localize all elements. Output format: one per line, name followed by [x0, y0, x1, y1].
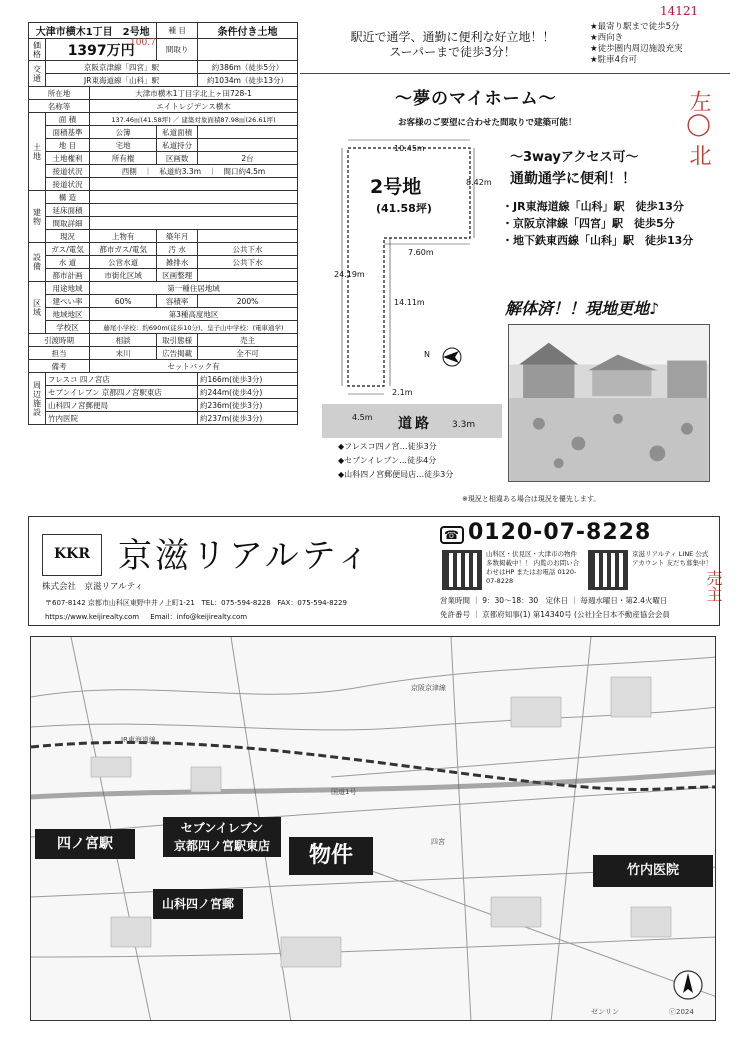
lot-name: 2号地 [370, 176, 422, 198]
type-value: 条件付き土地 [198, 23, 298, 39]
divider [300, 73, 730, 74]
name-value: エイトレジデンス横木 [90, 100, 298, 113]
layout-label: 間取り [157, 39, 198, 61]
dim-bottom: 4.5m [352, 413, 373, 422]
traffic-1a: 京阪京津線「四宮」駅 [46, 61, 198, 74]
equipment-category: 設備 [29, 243, 46, 282]
access-callout: ～3wayアクセス可～ 通勤通学に便利！！ [510, 150, 639, 187]
map-label-property: 物件 [289, 837, 373, 875]
dim-top: 10.45m [394, 144, 425, 153]
website-qr-text: 山科区・伏見区・大津市の物件多数掲載中！！ 内覧のお問い合わせはHP またはお電話 0120-07-8228 [486, 550, 580, 585]
handwritten-note-1: 100.7 [130, 38, 156, 48]
phone-number[interactable]: ☎ 0120-07-8228 [440, 520, 651, 545]
handwritten-note-2: 左◯ 北 [686, 90, 711, 166]
company-logo: KKR [42, 534, 102, 576]
school-value: 藤尾小学校：約690m(徒歩10分)、皇子山中学校：(電車通学) [90, 321, 298, 334]
convenience-list: ◆フレスコ四ノ宮…徒歩3分 ◆セブンイレブン…徒歩4分 ◆山科四ノ宮郵便局店…徒歩3分 [338, 442, 454, 479]
address-value: 大津市横木1丁目字北上ヶ田728-1 [90, 87, 298, 100]
address-label: 所在地 [29, 87, 90, 100]
freedial-icon: ☎ [440, 526, 464, 544]
site-photo [508, 324, 710, 482]
map-label-clinic: 竹内医院 [593, 855, 713, 887]
traffic-2a: JR東海道線「山科」駅 [46, 74, 198, 87]
type-label: 種 目 [157, 23, 198, 39]
request-text: お客様のご要望に合わせた間取りで建築可能！ [398, 118, 577, 128]
company-contact: 〒607-8142 京都市山科区東野中井ノ上町1-21 TEL：075-594-8228 FAX：075-594-8229 https://www.keijirealty.com Email：info@keijirealty.com [45, 599, 347, 621]
map-label-station: 四ノ宮駅 [35, 829, 135, 859]
lot-area: (41.58坪) [376, 202, 432, 215]
traffic-1b: 約386m（徒歩5分） [198, 61, 298, 74]
company-brand: 京滋リアルティ [118, 536, 373, 576]
property-spec-table: 大津市横木1丁目 2号地 種 目 条件付き土地 価格 1397万円 間取り 交通 京阪京津線「四宮」駅 約386m（徒歩5分） JR東海道線「山科」駅 約1034m（徒歩13分） 所在地 大津市横木1丁目字北上ヶ田728-1 名称等 エイトレジデンス横木 土地 面 積 137.46㎡(41.58坪) ／ 建築対象面積87.98㎡(26.61坪) 面積基準 公簿 私道面積 地 目 宅地 私道持分 土地権利 所有権 区画数 2台 接道状況 西側 ｜ 私道約3.3m ｜ 間口約4.5m 接道状況 建物 構 造 延床面積 間取詳細 現況 上物有 築年月 設備 ガス/電気 都市ガス/電気 汚 水 公共下水 水 道 公営水道 雑排水 公共下水 都市計画 市街化区域 区画整理 区域 用途地域 第一種住居地域 建ぺい率 60% 容積率 200% 地域地区 第3種高度地区 学校区 藤尾小学校：約690m(徒歩10分)、皇子山中学校：(電車通学) 引渡時期 相談 取引態様 売主 担当 末川 広告掲載 全不可 備考 セットバック有 周辺施設 フレスコ 四ノ宮店 約166m(徒歩3分) セブンイレブン 京都四ノ宮駅東店 約244m(徒歩4分) 山科四ノ宮郵便局 約236m(徒歩3分) 竹内医院 約237m(徒歩3分) [28, 22, 298, 425]
dim-step: 7.60m [408, 248, 434, 257]
traffic-label: 交通 [29, 61, 46, 87]
handwritten-note-4: 14121 [660, 4, 699, 18]
price-value: 1397万円 [46, 39, 157, 61]
zone-category: 区域 [29, 282, 46, 334]
road-width: 3.3m [452, 420, 476, 430]
dim-inner: 14.11m [394, 298, 425, 307]
dim-small: 2.1m [392, 388, 413, 397]
feature-list: ★最寄り駅まで徒歩5分 ★西向き ★徒歩圏内周辺施設充実 ★駐車4台可 [590, 22, 683, 65]
company-email[interactable]: Email：info@keijirealty.com [150, 613, 248, 621]
footnote: ※現況と相違ある場合は現況を優先します。 [462, 495, 601, 503]
price-label: 価格 [29, 39, 46, 61]
company-legal-name: 株式会社 京滋リアルティ [42, 582, 143, 592]
traffic-2b: 約1034m（徒歩13分） [198, 74, 298, 87]
access-value: 西側 ｜ 私道約3.3m ｜ 間口約4.5m [90, 165, 298, 178]
dream-heading: ～夢のマイホーム～ [395, 89, 557, 109]
name-label: 名称等 [29, 100, 90, 113]
map-label-seven-eleven: セブンイレブン 京都四ノ宮駅東店 [163, 817, 281, 857]
website-qr-code[interactable] [442, 550, 482, 590]
building-category: 建物 [29, 191, 46, 243]
station-list: ・JR東海道線「山科」駅 徒歩13分 ・京阪京津線「四宮」駅 徒歩5分 ・地下鉄東西線「山科」駅 徒歩13分 [502, 200, 694, 247]
location-title: 大津市横木1丁目 2号地 [29, 23, 157, 39]
north-label: N [424, 350, 430, 359]
demolition-notice: 解体済！！現地更地♪ [505, 299, 660, 318]
dim-right: 8.42m [466, 178, 492, 187]
company-url[interactable]: https://www.keijirealty.com [45, 613, 140, 621]
road-label: 道路 [398, 416, 432, 432]
business-info: 営業時間 ｜ 9：30～18：30 定休日 ｜ 毎週水曜日・第2.4火曜日 免許番号 ｜ 京都府知事(1) 第14340号 (公社)全日本不動産協会会員 [440, 596, 670, 619]
land-category: 土地 [29, 113, 46, 191]
line-qr-text: 京滋リアルティ LINE 公式アカウント 友だち募集中！ [632, 550, 713, 567]
nearby-category: 周辺施設 [29, 373, 46, 425]
map-label-post-office: 山科四ノ宮郵 [153, 889, 243, 919]
handwritten-note-3: 売主 [704, 570, 723, 602]
headline: 駅近で通学、通勤に便利な好立地！！ スーパーまで徒歩3分！ [350, 30, 555, 59]
north-arrow-icon [426, 346, 464, 368]
line-qr-code[interactable] [588, 550, 628, 590]
area-map[interactable]: 四ノ宮駅 セブンイレブン 京都四ノ宮駅東店 物件 山科四ノ宮郵 竹内医院 京阪京津線 JR東海道線 国道1号 四宮 ゼンリン ⓒ2024 [30, 636, 716, 1021]
dim-left: 24.19m [334, 270, 365, 279]
area-value: 137.46㎡(41.58坪) ／ 建築対象面積87.98㎡(26.61坪) [90, 113, 298, 126]
